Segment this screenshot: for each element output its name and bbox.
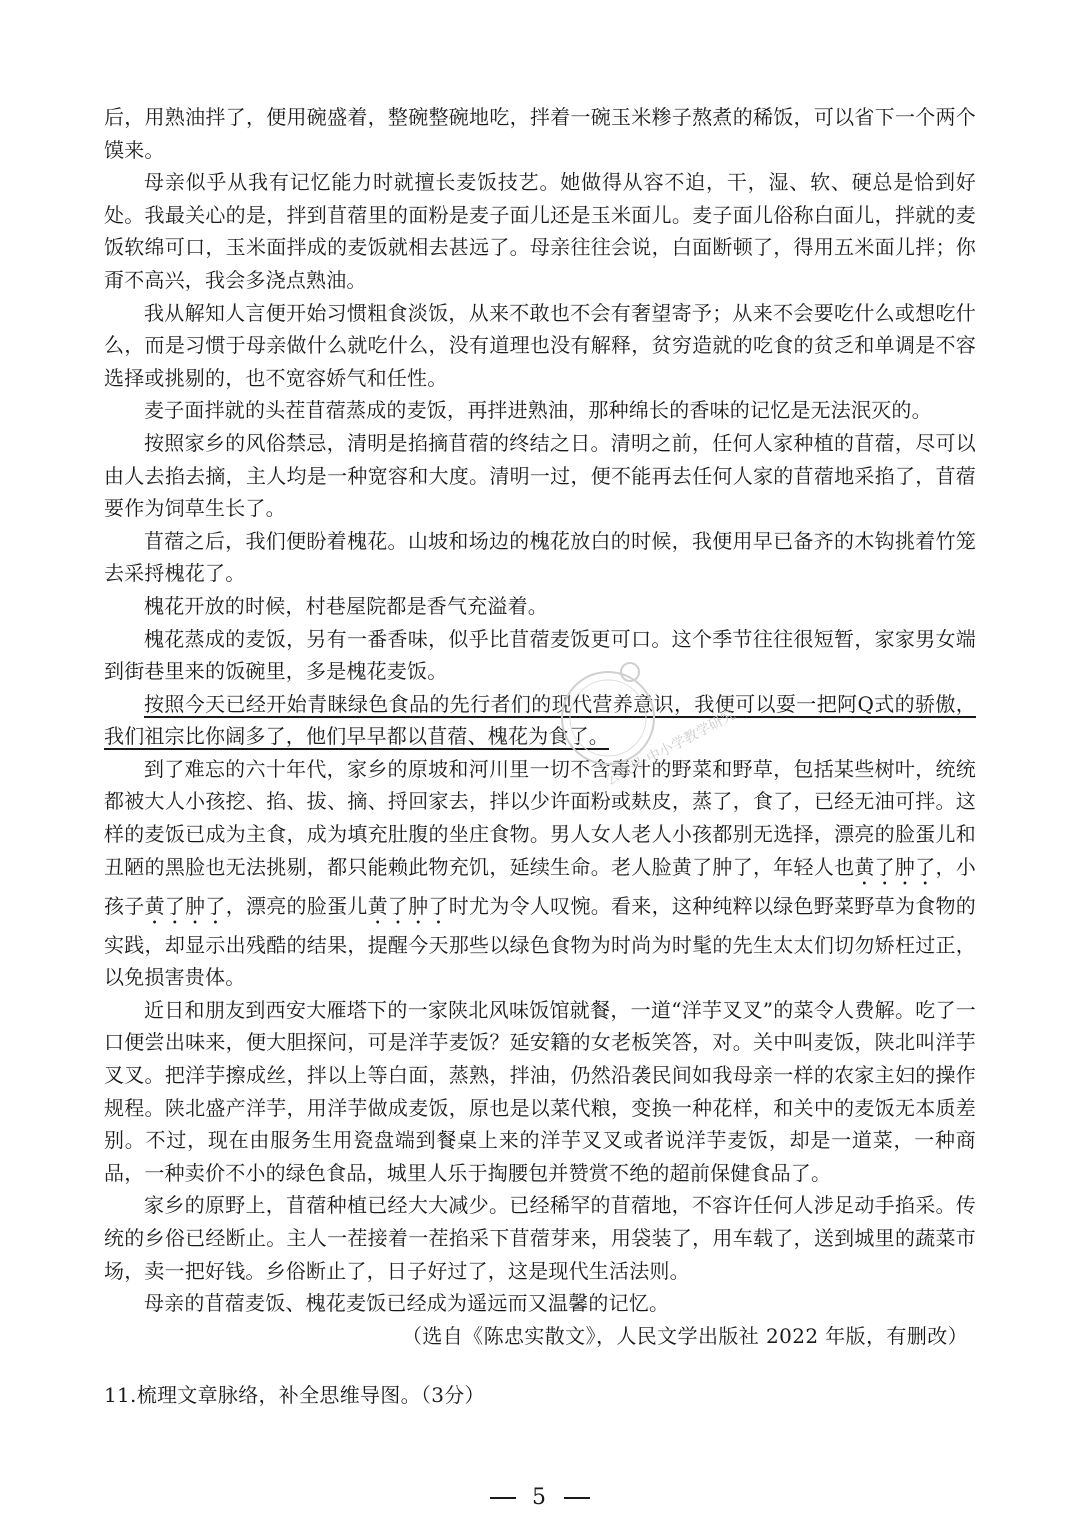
paragraph <box>104 753 976 994</box>
emphasis-dotted-text: 黄了肿了 <box>367 893 449 918</box>
paragraph-text: ，小孩子 <box>104 854 976 918</box>
watermark-text: 公众号·中小学教学研究 <box>603 706 739 789</box>
page-number: 5 <box>532 1485 548 1510</box>
article-body <box>104 101 976 1352</box>
emphasis-dotted-text: 黄了肿了 <box>854 854 936 879</box>
paragraph: 母亲似乎从我有记忆能力时就擅长麦饭技艺。她做得从容不迫，干，湿、软、硬总是恰到好处。我最关心的是，拌到苜蓿里的面粉是麦子面儿还是玉米面儿。麦子面儿俗称白面儿，拌就的麦饭软绵可口，玉米面拌成的麦饭就相去甚远了。母亲往往会说，白面断顿了，得用五米面儿拌；你甭不高兴，我会多浇点熟油。 <box>104 170 976 292</box>
footer-dash <box>564 1497 590 1499</box>
question-11: 11.梳理文章脉络，补全思维导图。（3分） <box>104 1383 485 1407</box>
paragraph: 后，用熟油拌了，便用碗盛着，整碗整碗地吃，拌着一碗玉米糁子熬煮的稀饭，可以省下一个两个馍来。 <box>104 105 976 162</box>
paragraph: 槐花蒸成的麦饭，另有一番香味，似乎比苜蓿麦饭更可口。这个季节往往很短暂，家家男女端到街巷里来的饭碗里，多是槐花麦饭。 <box>104 626 976 684</box>
paragraph: 苜蓿之后，我们便盼着槐花。山坡和场边的槐花放白的时候，我便用早已备齐的木钩挑着竹笼去采捋槐花了。 <box>104 528 976 586</box>
paragraph: 槐花开放的时候，村巷屋院都是香气充溢着。 <box>144 593 548 618</box>
emphasis-dotted-text: 黄了肿了 <box>144 893 226 918</box>
paragraph: 麦子面拌就的头茬苜蓿蒸成的麦饭，再拌进熟油，那种绵长的香味的记忆是无法泯灭的。 <box>144 398 932 423</box>
paragraph: 家乡的原野上，苜蓿种植已经大大减少。已经稀罕的苜蓿地，不容许任何人涉足动手掐采。传统的乡俗已经断止。主人一茬接着一茬掐采下苜蓿芽来，用袋装了，用车载了，送到城里的蔬菜市场，卖一把好钱。乡俗断止了，日子好过了，这是现代生活法则。 <box>104 1193 976 1283</box>
paragraph: 近日和朋友到西安大雁塔下的一家陕北风味饭馆就餐，一道“洋芋叉叉”的菜令人费解。吃了一口便尝出味来，便大胆探问，可是洋芋麦饭？延安籍的女老板笑答，对。关中叫麦饭，陕北叫洋芋叉叉。把洋芋擦成丝，拌以上等白面，蒸熟，拌油，仍然沿袭民间如我母亲一样的农家主妇的操作规程。陕北盛产洋芋，用洋芋做成麦饭，原也是以菜代粮，变换一种花样，和关中的麦饭无本质差别。不过，现在由服务生用瓷盘端到餐桌上来的洋芋叉叉或者说洋芋麦饭，却是一道菜，一种商品，一种卖价不小的绿色食品，城里人乐于掏腰包并赞赏不绝的超前保健食品了。 <box>104 997 976 1185</box>
paragraph-text: 时尤为令人叹惋。看来，这种纯粹以绿色野菜野草为食物的实践，却显示出残酷的结果，提醒今天那些以绿色食物为时尚为时髦的先生太太们切勿矫枉过正，以免损害贵体。 <box>104 893 976 990</box>
page-footer <box>0 1480 1080 1516</box>
paragraph-text: 到了难忘的六十年代，家乡的原坡和河川里一切不含毒汁的野菜和野草，包括某些树叶，统统都被大人小孩挖、掐、拔、摘、捋回家去，拌以少许面粉或麸皮，蒸了，食了，已经无油可拌。这样的麦饭已成为主食，成为填充肚腹的坐庄食物。男人女人老人小孩都别无选择，漂亮的脸蛋儿和丑陋的黑脸也无法挑剔，都只能赖此物充饥，延续生命。老人脸黄了肿了，年轻人也 <box>104 756 976 879</box>
source-citation: （选自《陈忠实散文》，人民文学出版社 2022 年版，有删改） <box>401 1323 968 1348</box>
paragraph: 我从解知人言便开始习惯粗食淡饭，从来不敢也不会有奢望寄予；从来不会要吃什么或想吃什么，而是习惯于母亲做什么就吃什么，没有道理也没有解释，贫穷造就的吃食的贫乏和单调是不容选择或挑剔的，也不宽容娇气和任性。 <box>104 300 976 390</box>
paragraph: 母亲的苜蓿麦饭、槐花麦饭已经成为遥远而又温馨的记忆。 <box>144 1291 670 1316</box>
footer-dash <box>490 1497 516 1499</box>
underlined-paragraph: 按照今天已经开始青睐绿色食品的先行者们的现代营养意识，我便可以耍一把阿Q式的骄傲，我们祖宗比你阔多了，他们早早都以苜蓿、槐花为食了。 <box>104 691 976 749</box>
paragraph-text: ，漂亮的脸蛋儿 <box>225 893 368 918</box>
paragraph: 按照家乡的风俗禁忌，清明是掐摘苜蓿的终结之日。清明之前，任何人家种植的苜蓿，尽可以由人去掐去摘，主人均是一种宽容和大度。清明一过，便不能再去任何人家的苜蓿地采掐了，苜蓿要作为饲草生长了。 <box>104 430 976 521</box>
